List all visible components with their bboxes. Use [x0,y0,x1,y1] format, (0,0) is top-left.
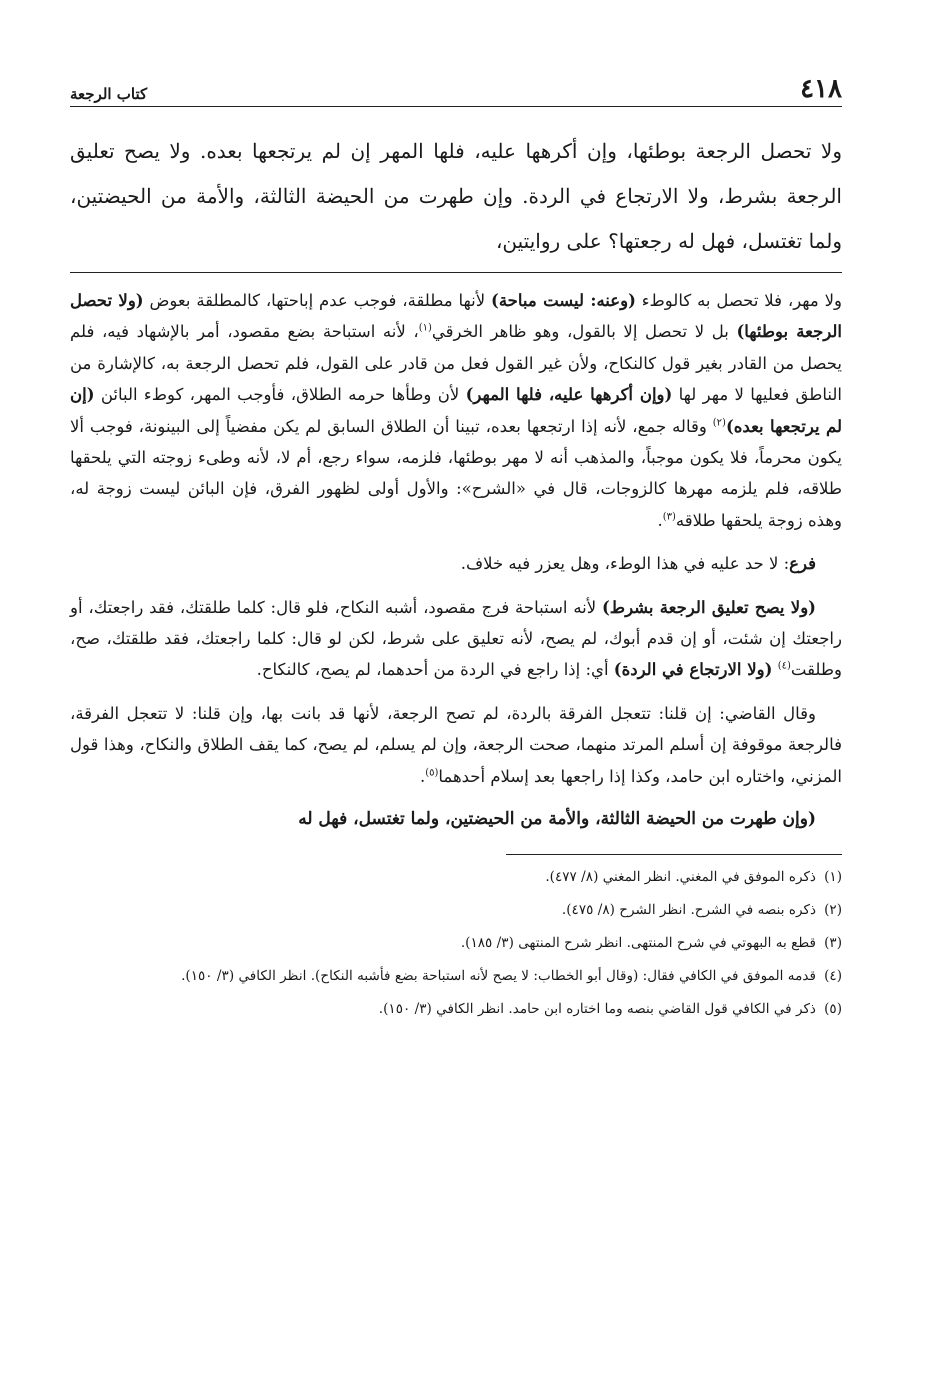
book-title: كتاب الرجعة [70,85,148,103]
footnote-item [70,964,842,988]
commentary-text: ولا مهر، فلا تحصل به كالوطء [635,291,842,310]
quoted-matn: (ولا الارتجاع في الردة) [613,660,773,680]
footnote-number: (٢) [824,901,842,918]
commentary [70,285,842,836]
running-header [70,68,842,107]
footnote-item [70,865,842,889]
commentary-text: لأن وطأها حرمه الطلاق، فأوجب المهر، كوطء البائن [94,385,466,405]
footnotes [70,865,842,1021]
commentary-text: بل لا تحصل إلا بالقول، وهو ظاهر الخرقي [431,322,737,342]
footnote-text: قطع به البهوتي في شرح المنتهى. انظر شرح المنتهى (٣/ ١٨٥). [460,934,816,951]
commentary-text: لأنها مطلقة، فوجب عدم إباحتها، كالمطلقة بعوض [143,291,492,310]
footnote-text: ذكره الموفق في المغني. انظر المغني (٨/ ٤٧٧). [545,868,816,885]
footnote-number: (١) [824,868,842,885]
commentary-text: . [657,510,663,530]
quoted-matn: (ولا يصح تعليق الرجعة بشرط) [602,597,816,617]
footnote-text: ذكره بنصه في الشرح. انظر الشرح (٨/ ٤٧٥). [561,901,816,918]
commentary-paragraph [70,548,842,579]
footnote-item [70,997,842,1021]
footnote-item [70,898,842,922]
quoted-matn: (وعنه: ليست مباحة) [491,291,636,310]
matn-text: ولا تحصل الرجعة بوطئها، وإن أكرهها عليه، فلها المهر إن لم يرتجعها بعده. ولا يصح تعليق الرجعة بشرط، ولا الارتجاع في الردة. وإن طهرت من الحيضة الثالثة، والأمة من الحيضتين، ولما تغتسل، فهل له رجعتها؟ على روايتين، [70,139,842,253]
commentary-paragraph [70,698,842,792]
footnote-item [70,931,842,955]
footnote-separator [506,854,842,855]
book-page [70,68,842,1030]
commentary-text: : لا حد عليه في هذا الوطء، وهل يعزر فيه خلاف. [460,554,790,574]
footnote-number: (٥) [824,1000,842,1017]
matn-divider [70,272,842,273]
commentary-text: لأنه استباحة فرج مقصود، أشبه النكاح، فلو قال: كلما طلقتك، فقد راجعتك، أو راجعتك إن شئت، أو إن قدم أبوك، لم يصح، لأنه تعليق على شرط، لكن لو قال: كلما راجعتك، فقد طلقتك، صح، وطلقت [70,597,842,680]
footnote-number: (٤) [824,967,842,984]
commentary-paragraph [70,592,842,686]
page-number: ٤١٨ [800,74,842,104]
footnote-text: ذكر في الكافي قول القاضي بنصه وما اختاره ابن حامد. انظر الكافي (٣/ ١٥٠). [378,1000,816,1017]
commentary-text: وقال القاضي: إن قلنا: تتعجل الفرقة بالردة، لم تصح الرجعة، لأنها قد بانت بها، وإن قلنا: لا تتعجل الفرقة، فالرجعة موقوفة إن أسلم المرتد منهما، صحت الرجعة، وإن لم يسلم، لم يصح، كما يقف الطلاق والنكاح، وهذا قول المزني، واختاره ابن حامد، وكذا إذا راجعها بعد إسلام أحدهما [70,703,842,786]
commentary-text: أي: إذا راجع في الردة من أحدهما، لم يصح، كالنكاح. [256,660,614,680]
commentary-paragraph [70,285,842,536]
quoted-matn: (إن لم يرتجعها بعده) [70,385,843,436]
footnote-ref: (١) [418,322,432,334]
subheading-label: فرع [789,554,816,574]
quoted-matn: (وإن أكرهها عليه، فلها المهر) [465,385,673,405]
footnote-ref: (٢) [712,417,726,429]
footnote-ref: (٣) [662,511,676,523]
footnote-ref: (٥) [425,767,439,779]
commentary-text: ، لأنه استباحة بضع مقصود، أمر بالإشهاد فيه، فلم يحصل من القادر بغير قول كالنكاح، ولأن غير القول فعل من قادر على القول، فلم تحصل الرجعة به، كالإشارة من الناطق فعليها لا مهر لها [70,322,842,405]
footnote-number: (٣) [824,934,842,951]
quoted-matn: (ولا تحصل الرجعة بوطئها) [70,291,842,342]
commentary-text: وقاله جمع، لأنه إذا ارتجعها بعده، تبينا أن الطلاق السابق لم يكن مفضياً إلى البينونة، فوجب ألا يكون محرماً، فلا يكون موجباً، والمذهب أنه لا مهر بوطئها، فلزمه، سواء رجع، أم لا، لأنه وطىء زوجته التي يلحقها طلاقه، فلم يلزمه مهرها كالزوجات، قال في «الشرح»: والأول أولى لظهور الفرق، فإن البائن ليست زوجة له، وهذه زوجة يلحقها طلاقه [70,416,842,530]
quoted-matn-line: (وإن طهرت من الحيضة الثالثة، والأمة من الحيضتين، ولما تغتسل، فهل له [298,809,816,830]
footnote-ref: (٤) [777,660,791,672]
footnote-text: قدمه الموفق في الكافي فقال: (وقال أبو الخطاب: لا يصح لأنه استباحة بضع فأشبه النكاح). انظر الكافي (٣/ ١٥٠). [181,967,816,984]
commentary-text: . [419,766,426,786]
